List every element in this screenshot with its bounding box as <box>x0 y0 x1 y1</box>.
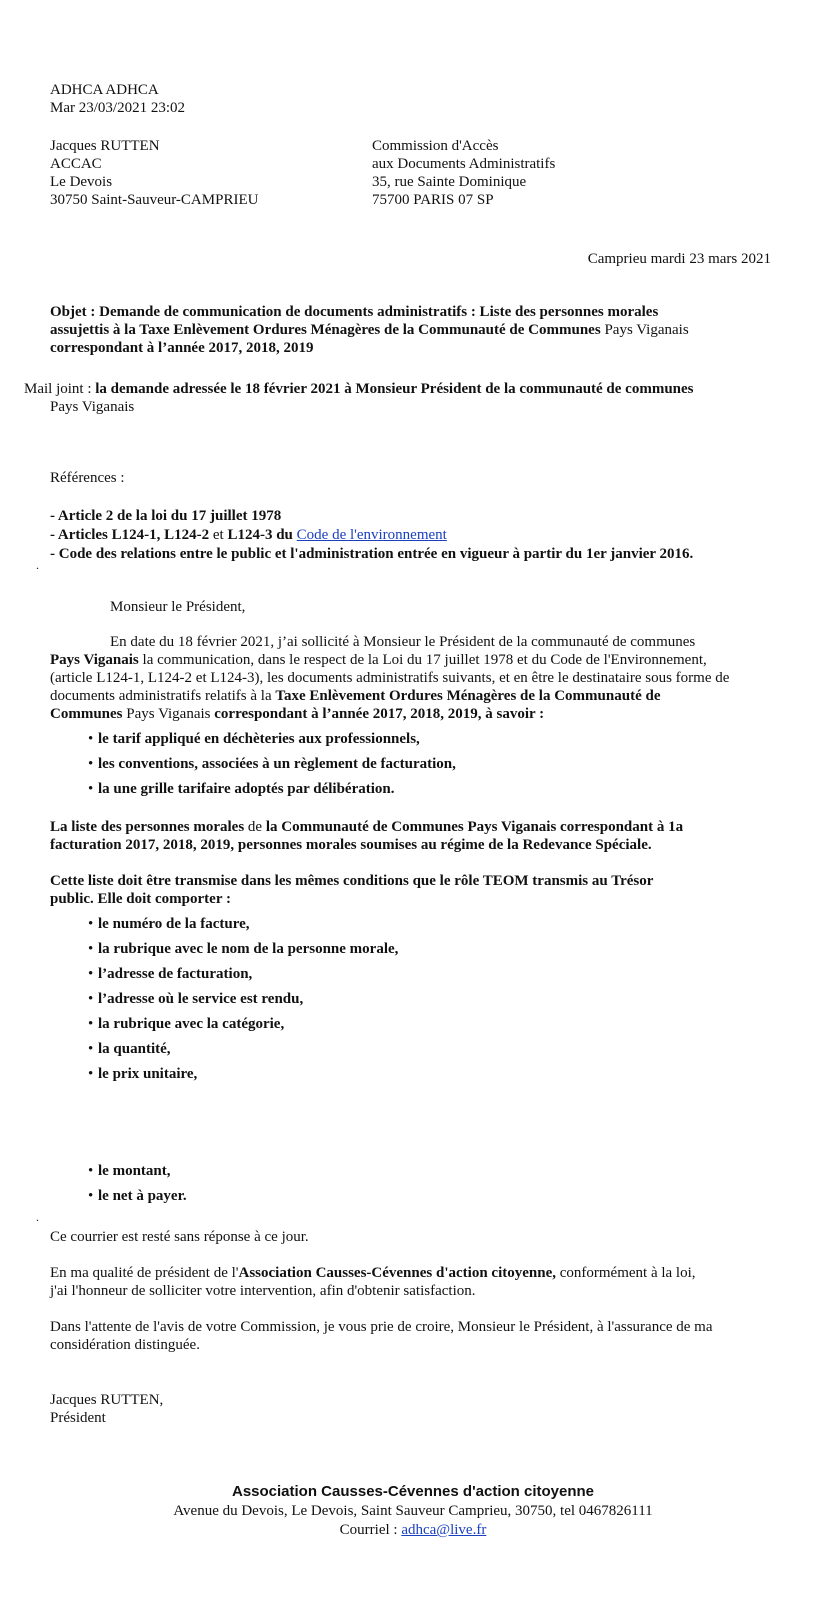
attachment-text: la demande adressée le 18 février 2021 à Monsieur Président de la communauté de communes <box>95 381 694 397</box>
salutation: Monsieur le Président, <box>110 599 246 615</box>
reference-text: - Articles L124-1, L124-2 <box>50 527 210 543</box>
date-place: Camprieu mardi 23 mars 2021 <box>587 251 771 267</box>
paragraph-line: facturation 2017, 2018, 2019, personnes morales soumises au régime de la Redevance Spéciale. <box>50 837 652 853</box>
reference-item: - Article 2 de la loi du 17 juillet 1978 <box>50 508 282 524</box>
sender-line: 30750 Saint-Sauveur-CAMPRIEU <box>50 192 259 208</box>
recipient-line: 75700 PARIS 07 SP <box>372 192 494 208</box>
footer-organization: Association Causses-Cévennes d'action citoyenne <box>231 1483 594 1500</box>
list-item <box>88 780 456 805</box>
sender-line: ACCAC <box>50 156 102 172</box>
bullet-icon: • <box>88 781 94 797</box>
paragraph-text: En ma qualité de président de l' <box>50 1265 239 1281</box>
bullet-icon: • <box>88 1016 94 1032</box>
email-datetime: Mar 23/03/2021 23:02 <box>50 100 185 116</box>
signature-block <box>50 1391 163 1427</box>
bullet-icon: • <box>88 991 94 1007</box>
list-item-text: l’adresse de facturation, <box>98 966 253 982</box>
code-environnement-link[interactable]: Code de l'environnement <box>296 527 447 543</box>
paragraph-request-intervention <box>50 1264 696 1300</box>
bullet-icon: • <box>88 1066 94 1082</box>
paragraph-text: Taxe Enlèvement Ordures Ménagères de la Communauté de <box>275 688 661 704</box>
subject-block <box>50 303 689 357</box>
bullet-icon: • <box>88 1188 94 1204</box>
recipient-line: 35, rue Sainte Dominique <box>372 174 527 190</box>
recipient-line: aux Documents Administratifs <box>372 156 556 172</box>
margin-dot: . <box>36 558 39 572</box>
subject-line: Objet : Demande de communication de documents administratifs : Liste des personnes morales <box>50 304 659 320</box>
list-item-text: le numéro de la facture, <box>98 916 250 932</box>
attachment-line <box>24 380 694 398</box>
paragraph-text: conformément à la loi, <box>555 1265 696 1281</box>
list-item <box>88 915 398 940</box>
list-item <box>88 730 456 755</box>
paragraph-line: (article L124-1, L124-2 et L124-3), les documents administratifs suivants, et en être le destinataire sous forme de <box>50 670 730 686</box>
list-item <box>88 1187 187 1212</box>
paragraph-text: de <box>247 819 263 835</box>
paragraph-line: j'ai l'honneur de solliciter votre intervention, afin d'obtenir satisfaction. <box>50 1283 476 1299</box>
list-item-text: la une grille tarifaire adoptés par délibération. <box>98 781 395 797</box>
footer-email-label: Courriel : <box>339 1522 402 1538</box>
list-item <box>88 990 398 1015</box>
reference-item: - Code des relations entre le public et l'administration entrée en vigueur à partir du 1er janvier 2016. <box>50 546 694 562</box>
association-name: Association Causses-Cévennes d'action citoyenne, <box>238 1265 556 1281</box>
list-item-text: la rubrique avec la catégorie, <box>98 1016 285 1032</box>
list-item-text: la rubrique avec le nom de la personne morale, <box>98 941 399 957</box>
sender-address <box>50 137 258 209</box>
references-title: Références : <box>50 470 125 486</box>
bullet-icon: • <box>88 1163 94 1179</box>
community-name: Pays Viganais <box>126 706 211 722</box>
signature-name: Jacques RUTTEN, <box>50 1392 164 1408</box>
bullet-icon: • <box>88 1041 94 1057</box>
paragraph-line: Cette liste doit être transmise dans les mêmes conditions que le rôle TEOM transmis au Trésor <box>50 873 654 889</box>
subject-community-name: Pays Viganais <box>604 322 689 338</box>
list-item <box>88 1065 398 1090</box>
paragraph-text: la Communauté de Communes Pays Viganais correspondant à 1a <box>262 819 684 835</box>
bullet-icon: • <box>88 731 94 747</box>
margin-dot: . <box>36 1210 39 1224</box>
paragraph-line: En date du 18 février 2021, j’ai sollicité à Monsieur le Président de la communauté de communes <box>110 634 696 650</box>
reference-text: et <box>209 527 228 543</box>
bullet-icon: • <box>88 756 94 772</box>
community-name: Pays Viganais <box>50 652 139 668</box>
reference-text: L124-3 du <box>227 527 297 543</box>
paragraph-text: correspondant à l’année 2017, 2018, 2019, à savoir : <box>210 706 545 722</box>
paragraph-line: considération distinguée. <box>50 1337 200 1353</box>
bullet-icon: • <box>88 966 94 982</box>
footer-address: Avenue du Devois, Le Devois, Saint Sauveur Camprieu, 30750, tel 0467826111 <box>173 1503 653 1519</box>
paragraph-text: La liste des personnes morales <box>50 819 248 835</box>
list-item <box>88 1015 398 1040</box>
attachment-label: Mail joint : <box>24 381 96 397</box>
list-item-text: l’adresse où le service est rendu, <box>98 991 304 1007</box>
list-item-text: la quantité, <box>98 1041 171 1057</box>
paragraph-line: public. Elle doit comporter : <box>50 891 231 907</box>
list-item <box>88 755 456 780</box>
paragraph-closing <box>50 1318 713 1354</box>
footer-email-link[interactable]: adhca@live.fr <box>401 1522 487 1538</box>
list-item <box>88 940 398 965</box>
email-sender-name: ADHCA ADHCA <box>50 82 159 98</box>
list-item <box>88 1162 187 1187</box>
bullet-icon: • <box>88 916 94 932</box>
footer-email-line <box>0 1521 826 1539</box>
recipient-line: Commission d'Accès <box>372 138 499 154</box>
list-item <box>88 1040 398 1065</box>
list-item-text: le montant, <box>98 1163 171 1179</box>
subject-line: correspondant à l’année 2017, 2018, 2019 <box>50 340 314 356</box>
list-item <box>88 965 398 990</box>
list-item-text: le tarif appliqué en déchèteries aux professionnels, <box>98 731 420 747</box>
requested-documents-list <box>88 730 456 805</box>
paragraph-text: Communes <box>50 706 127 722</box>
sender-line: Le Devois <box>50 174 113 190</box>
list-item-text: les conventions, associées à un règlement de facturation, <box>98 756 456 772</box>
sender-line: Jacques RUTTEN <box>50 138 160 154</box>
list-item-text: le net à payer. <box>98 1188 187 1204</box>
list-item-text: le prix unitaire, <box>98 1066 198 1082</box>
paragraph-list-conditions <box>50 872 653 908</box>
paragraph-list-request <box>50 818 683 854</box>
paragraph-line: Dans l'attente de l'avis de votre Commission, je vous prie de croire, Monsieur le Président, à l'assurance de ma <box>50 1319 713 1335</box>
reference-item <box>50 526 447 544</box>
paragraph-request <box>50 633 729 723</box>
list-contents <box>88 915 398 1090</box>
recipient-address <box>372 137 555 209</box>
bullet-icon: • <box>88 941 94 957</box>
list-contents-continued <box>88 1162 187 1212</box>
paragraph-text: la communication, dans le respect de la Loi du 17 juillet 1978 et du Code de l'Environnement, <box>138 652 707 668</box>
no-reply-statement: Ce courrier est resté sans réponse à ce jour. <box>50 1229 309 1245</box>
paragraph-text: documents administratifs relatifs à la <box>50 688 276 704</box>
subject-line: assujettis à la Taxe Enlèvement Ordures Ménagères de la Communauté de Communes <box>50 322 605 338</box>
attachment-line-2: Pays Viganais <box>50 399 135 415</box>
signature-title: Président <box>50 1410 106 1426</box>
